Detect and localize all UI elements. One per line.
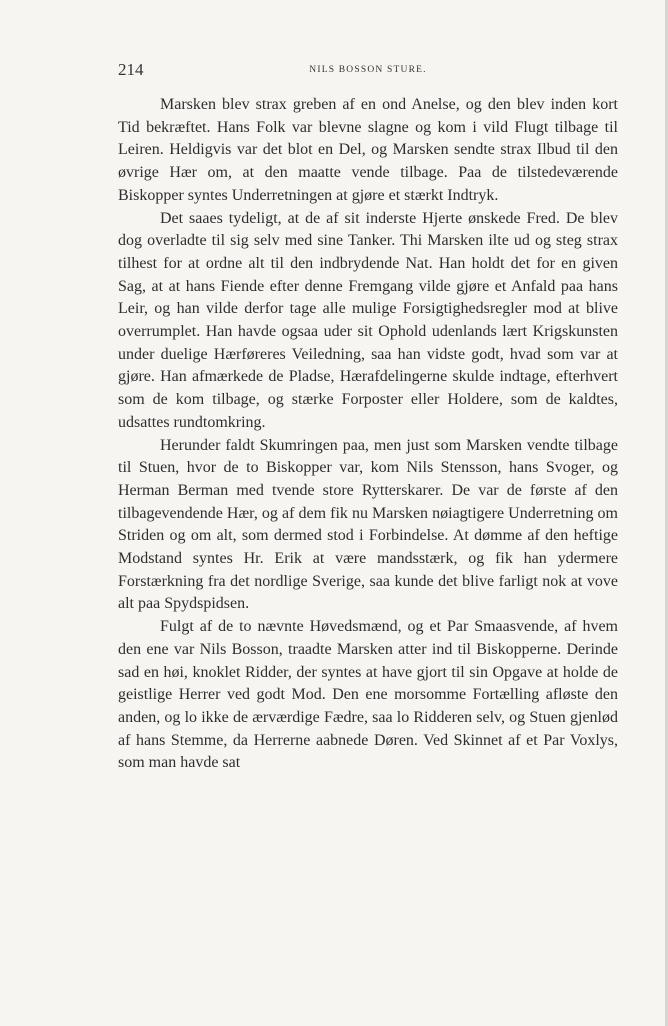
page-number: 214 xyxy=(118,60,144,79)
paragraph-4: Fulgt af de to nævnte Høvedsmænd, og et Par Smaasvende, af hvem den ene var Nils Bosson, traadte Marsken atter ind til Biskopperne. Derinde sad en høi, knoklet Ridder, der syntes at have gjort til sin Opgave at holde de geistlige Herrer ved godt Mod. Den ene morsomme Fortælling afløste den anden, og lo ikke de ærværdige Fædre, saa lo Ridderen selv, og Stuen gjenlød af hans Stemme, da Herrerne aabnede Døren. Ved Skinnet af et Par Voxlys, som man havde sat xyxy=(118,618,618,772)
running-title: NILS BOSSON STURE. xyxy=(309,65,427,75)
paragraph-2: Det saaes tydeligt, at de af sit inderste Hjerte ønskede Fred. De blev dog overladte til sig selv med sine Tanker. Thi Marsken ilte ud og steg strax tilhest for at ordne alt til den indbrydende Nat. Han holdt det for en given Sag, at at hans Fiende efter denne Fremgang vilde gjøre et Anfald paa hans Leir, og han vilde derfor tage alle mulige Forsigtighedsregler mod at blive overrumplet. Han havde ogsaa uder sit Ophold udenlands lært Krigskunsten under duelige Hærføreres Veiledning, saa han vidste godt, hvad som var at gjøre. Han afmærkede de Pladse, Hærafdelingerne skulde indtage, efterhvert som de kom tilbage, og stærke Forposter eller Holdere, som de kaldtes, udsattes rundtomkring. xyxy=(118,209,618,431)
body-text xyxy=(118,94,618,775)
page-header xyxy=(118,60,618,82)
paragraph-1: Marsken blev strax greben af en ond Anelse, og den blev inden kort Tid bekræftet. Hans Folk var blevne slagne og kom i vild Flugt tilbage til Leiren. Heldigvis var det blot en Del, og Marsken sendte strax Ilbud til den øvrige Hær om, at den maatte vende tilbage. Paa de tilstedeværende Biskopper syntes Underretningen at gjøre et stærkt Indtryk. xyxy=(118,96,618,204)
paragraph-3: Herunder faldt Skumringen paa, men just som Marsken vendte tilbage til Stuen, hvor de to Biskopper var, kom Nils Stensson, hans Svoger, og Herman Berman med tvende store Rytterskarer. De var de første af den tilbagevendende Hær, og af dem fik nu Marsken nøiagtigere Underretning om Striden og om alt, som dermed stod i Forbindelse. At dømme af den heftige Modstand syntes Hr. Erik at være mandsstærk, og fik han ydermere Forstærkning fra det nordlige Sverige, saa kunde det blive farligt nok at vove alt paa Spydspidsen. xyxy=(118,436,618,613)
